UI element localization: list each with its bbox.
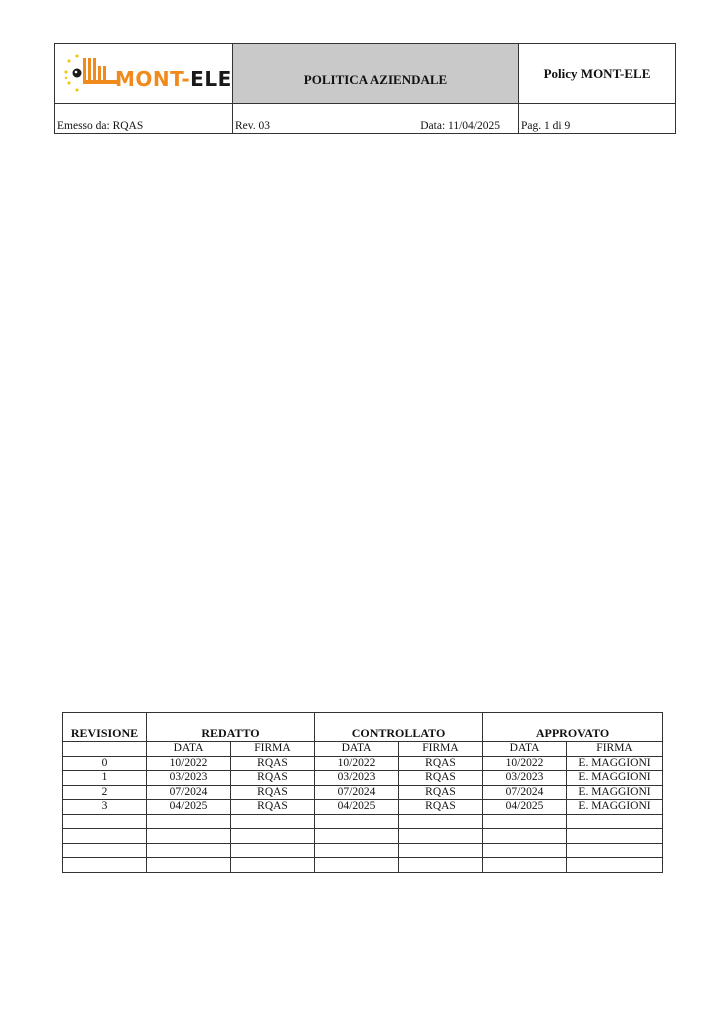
cell-redatto-data: 07/2024 [147,785,231,800]
cell-controllato-firma: RQAS [399,800,483,815]
logo-wordmark: MONT-ELE [115,67,232,91]
page-cell [519,104,676,134]
issued-by-cell [55,104,233,134]
header-revisione: REVISIONE [63,713,147,742]
subheader-data: DATA [483,742,567,757]
cell-approvato-data: 10/2022 [483,756,567,771]
document-title-cell [233,44,519,104]
cell-revisione: 3 [63,800,147,815]
empty-table-row [63,843,663,858]
cell-approvato-firma: E. MAGGIONI [567,756,663,771]
cell-controllato-firma: RQAS [399,771,483,786]
cell-controllato-data: 10/2022 [315,756,399,771]
company-logo [63,52,233,96]
header-controllato: CONTROLLATO [315,713,483,742]
cell-controllato-data: 07/2024 [315,785,399,800]
cell-controllato-data: 03/2023 [315,771,399,786]
empty-table-row [63,814,663,829]
policy-name: Policy MONT-ELE [543,66,651,81]
logo-cell [55,44,233,104]
header-redatto: REDATTO [147,713,315,742]
subheader-firma: FIRMA [231,742,315,757]
logo-mark-icon [63,52,123,96]
cell-redatto-data: 03/2023 [147,771,231,786]
revision-table [62,712,663,873]
subheader-data: DATA [315,742,399,757]
document-title: POLITICA AZIENDALE [303,71,448,87]
subheader-data: DATA [147,742,231,757]
subheader-firma: FIRMA [399,742,483,757]
issued-by: Emesso da: RQAS [57,120,144,132]
cell-approvato-data: 03/2023 [483,771,567,786]
table-row [63,800,663,815]
revision-number: Rev. 03 [235,120,271,132]
policy-cell [519,44,676,104]
empty-table-row [63,858,663,873]
cell-controllato-firma: RQAS [399,756,483,771]
page-number: Pag. 1 di 9 [521,120,571,132]
cell-approvato-data: 04/2025 [483,800,567,815]
cell-redatto-firma: RQAS [231,756,315,771]
table-row [63,785,663,800]
cell-redatto-firma: RQAS [231,800,315,815]
cell-redatto-firma: RQAS [231,771,315,786]
cell-approvato-firma: E. MAGGIONI [567,771,663,786]
issue-date: Data: 11/04/2025 [420,120,500,132]
document-header [54,43,676,134]
header-empty [63,742,147,757]
subheader-firma: FIRMA [567,742,663,757]
cell-revisione: 0 [63,756,147,771]
cell-approvato-data: 07/2024 [483,785,567,800]
cell-controllato-data: 04/2025 [315,800,399,815]
header-approvato: APPROVATO [483,713,663,742]
cell-redatto-data: 10/2022 [147,756,231,771]
cell-redatto-data: 04/2025 [147,800,231,815]
table-row [63,771,663,786]
cell-controllato-firma: RQAS [399,785,483,800]
cell-revisione: 2 [63,785,147,800]
revision-date-cell [233,104,519,134]
cell-approvato-firma: E. MAGGIONI [567,785,663,800]
cell-revisione: 1 [63,771,147,786]
cell-approvato-firma: E. MAGGIONI [567,800,663,815]
empty-table-row [63,829,663,844]
table-row [63,756,663,771]
cell-redatto-firma: RQAS [231,785,315,800]
